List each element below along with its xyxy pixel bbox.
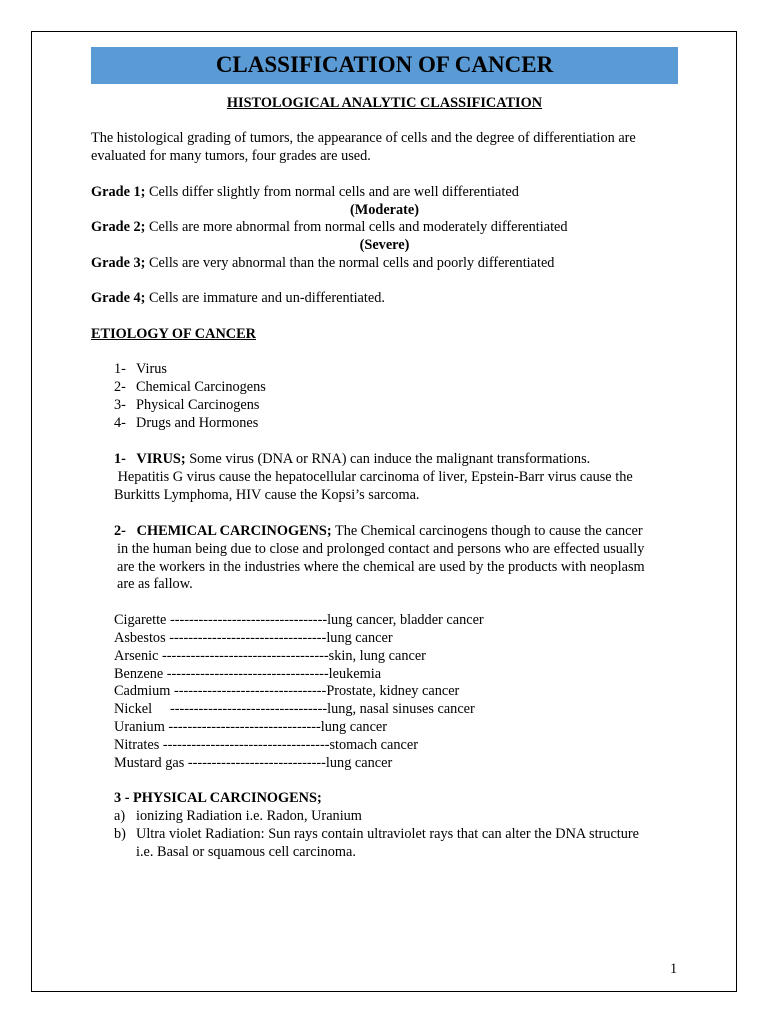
page-number: 1 xyxy=(670,961,678,977)
etiology-item-number: 4- xyxy=(114,415,126,431)
virus-paragraph-line-1 xyxy=(114,450,590,468)
virus-label: 1- VIRUS; xyxy=(114,451,186,467)
carcinogen-list-item: Nickel ---------------------------------lung, nasal sinuses cancer xyxy=(114,701,475,717)
carcinogen-list-item: Nitrates -----------------------------------stomach cancer xyxy=(114,737,418,753)
physical-item-a-marker: a) xyxy=(114,808,126,824)
grade-3-text: Cells are very abnormal than the normal cells and poorly differentiated xyxy=(145,255,555,271)
grade-severe-label: (Severe) xyxy=(359,237,410,253)
etiology-item-number: 2- xyxy=(114,379,126,395)
etiology-item xyxy=(114,378,266,396)
grade-3-label: Grade 3; xyxy=(91,255,146,271)
grade-1-text: Cells differ slightly from normal cells and are well differentiated xyxy=(145,184,519,200)
section-subtitle: HISTOLOGICAL ANALYTIC CLASSIFICATION xyxy=(226,95,543,111)
etiology-item-number: 1- xyxy=(114,361,126,377)
carcinogen-list-item: Benzene ----------------------------------leukemia xyxy=(114,666,382,682)
physical-heading: 3 - PHYSICAL CARCINOGENS; xyxy=(114,790,322,806)
physical-item-b-marker: b) xyxy=(114,826,126,842)
carcinogen-list-item: Mustard gas -----------------------------lung cancer xyxy=(114,755,393,771)
grade-4 xyxy=(91,289,385,307)
carcinogen-list-item: Arsenic -----------------------------------skin, lung cancer xyxy=(114,648,426,664)
physical-item-b-continuation: i.e. Basal or squamous cell carcinoma. xyxy=(136,844,356,860)
grade-3 xyxy=(91,254,554,272)
chemical-text: The Chemical carcinogens though to cause the cancer xyxy=(331,523,643,539)
chemical-paragraph-line-4: are as fallow. xyxy=(117,576,193,592)
carcinogen-list-item: Cadmium --------------------------------Prostate, kidney cancer xyxy=(114,683,460,699)
etiology-item-number: 3- xyxy=(114,397,126,413)
grade-4-text: Cells are immature and un-differentiated. xyxy=(145,290,385,306)
etiology-item xyxy=(114,396,260,414)
virus-paragraph-line-3: Burkitts Lymphoma, HIV cause the Kopsi’s sarcoma. xyxy=(114,487,420,503)
chemical-paragraph-line-1 xyxy=(114,522,643,540)
title-banner xyxy=(91,47,678,84)
grade-2 xyxy=(91,218,568,236)
grade-2-label: Grade 2; xyxy=(91,219,146,235)
grade-4-label: Grade 4; xyxy=(91,290,146,306)
carcinogen-list-item: Cigarette ---------------------------------lung cancer, bladder cancer xyxy=(114,612,484,628)
grade-moderate-label: (Moderate) xyxy=(349,202,420,218)
chemical-label: 2- CHEMICAL CARCINOGENS; xyxy=(114,523,332,539)
chemical-paragraph-line-3: are the workers in the industries where the chemical are used by the products with neoplasm xyxy=(117,559,645,575)
virus-text: Some virus (DNA or RNA) can induce the malignant transformations. xyxy=(185,451,591,467)
physical-item-a xyxy=(114,807,362,825)
chemical-paragraph-line-2: in the human being due to close and prolonged contact and persons who are effected usually xyxy=(117,541,645,557)
physical-item-a-text: ionizing Radiation i.e. Radon, Uranium xyxy=(136,808,362,824)
carcinogen-list-item: Asbestos ---------------------------------lung cancer xyxy=(114,630,393,646)
etiology-item xyxy=(114,414,258,432)
etiology-item-text: Chemical Carcinogens xyxy=(136,379,266,395)
intro-line-2: evaluated for many tumors, four grades are used. xyxy=(91,148,371,164)
grade-1 xyxy=(91,183,519,201)
intro-line-1: The histological grading of tumors, the appearance of cells and the degree of differentiation are xyxy=(91,130,636,146)
physical-item-b xyxy=(114,825,639,843)
carcinogen-list-item: Uranium --------------------------------lung cancer xyxy=(114,719,388,735)
physical-item-b-text: Ultra violet Radiation: Sun rays contain ultraviolet rays that can alter the DNA structure xyxy=(136,826,640,842)
grade-2-text: Cells are more abnormal from normal cells and moderately differentiated xyxy=(145,219,568,235)
etiology-item xyxy=(114,360,167,378)
virus-paragraph-line-2: Hepatitis G virus cause the hepatocellular carcinoma of liver, Epstein-Barr virus cause the xyxy=(114,469,633,485)
page-title: CLASSIFICATION OF CANCER xyxy=(215,52,554,77)
etiology-item-text: Drugs and Hormones xyxy=(136,415,259,431)
etiology-item-text: Physical Carcinogens xyxy=(136,397,260,413)
grade-1-label: Grade 1; xyxy=(91,184,146,200)
etiology-item-text: Virus xyxy=(136,361,167,377)
etiology-heading: ETIOLOGY OF CANCER xyxy=(91,326,256,342)
